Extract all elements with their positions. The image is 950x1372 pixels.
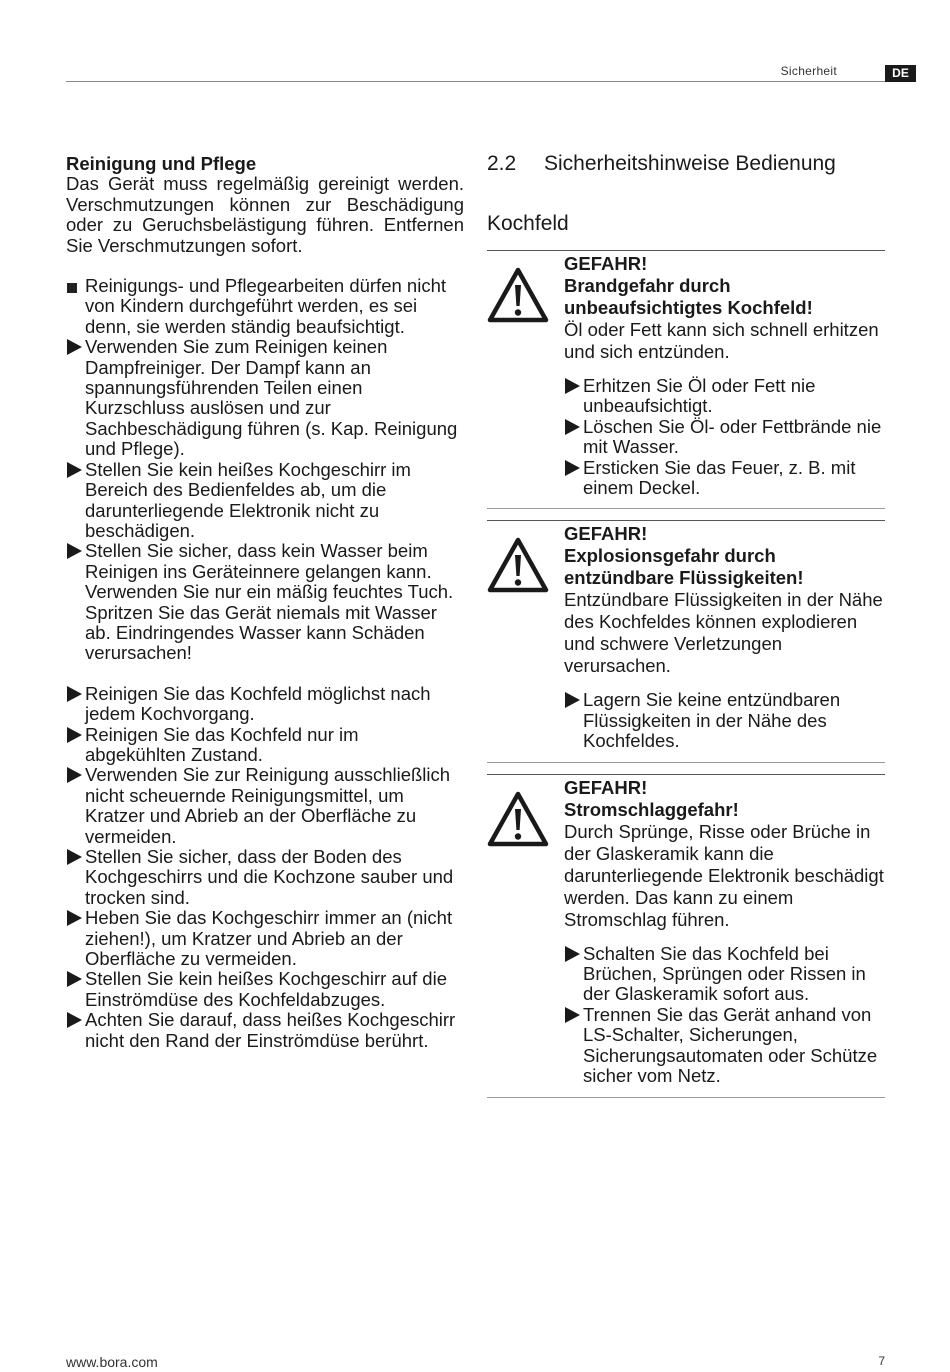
list-item: Schalten Sie das Kochfeld bei Brüchen, Sprüngen oder Rissen in der Glaskeramik sofort aus. [564,944,885,1005]
language-badge: DE [885,65,916,82]
list-item: Stellen Sie kein heißes Kochgeschirr im Bereich des Bedienfeldes ab, um die darunterliegende Elektronik nicht zu beschädigen. [66,460,464,542]
warning-title: Explosionsgefahr durch entzündbare Flüssigkeiten! [564,545,804,589]
rule-list [66,276,464,337]
list-item: Stellen Sie sicher, dass kein Wasser beim Reinigen ins Geräteinnere gelangen kann. Verwenden Sie nur ein mäßig feuchtes Tuch. Spritzen Sie das Gerät niemals mit Wasser ab. Eindringendes Wasser kann Schäden verursachen! [66,541,464,663]
warning-actions [564,376,885,498]
warning-body: Öl oder Fett kann sich schnell erhitzen und sich entzünden. [564,319,879,362]
list-item: Erhitzen Sie Öl oder Fett nie unbeaufsichtigt. [564,376,885,417]
signal-word: GEFAHR! [564,776,648,798]
warning-divider [487,508,885,509]
list-item: Reinigungs- und Pflegearbeiten dürfen nicht von Kindern durchgeführt werden, es sei denn, sie werden ständig beaufsichtigt. [66,276,464,337]
warning-title: Brandgefahr durch unbeaufsichtigtes Kochfeld! [564,275,813,318]
list-item: Ersticken Sie das Feuer, z. B. mit einem Deckel. [564,458,885,499]
section-number: 2.2 [487,152,517,175]
cleaning-intro: Das Gerät muss regelmäßig gereinigt werden. Verschmutzungen können zur Beschädigung oder zu Geruchsbelästigung führen. Entfernen Sie Verschmutzungen sofort. [66,173,464,256]
list-item: Verwenden Sie zur Reinigung ausschließlich nicht scheuernde Reinigungsmittel, um Kratzer und Abrieb an der Oberfläche zu vermeiden. [66,765,464,847]
warning-body: Entzündbare Flüssigkeiten in der Nähe des Kochfeldes können explodieren und schwere Verletzungen verursachen. [564,589,883,677]
warning-box-fire [487,250,885,498]
list-item: Löschen Sie Öl- oder Fettbrände nie mit Wasser. [564,417,885,458]
header-divider [66,81,885,82]
warning-title: Stromschlaggefahr! [564,798,739,820]
page-number: 7 [878,1354,885,1368]
list-item: Verwenden Sie zum Reinigen keinen Dampfreiniger. Der Dampf kann an spannungsführenden Teilen einen Kurzschluss auslösen und zur Sachbeschädigung führen (s. Kap. Reinigung und Pflege). [66,337,464,459]
list-item: Stellen Sie kein heißes Kochgeschirr auf die Einströmdüse des Kochfeldabzuges. [66,969,464,1010]
right-column [487,150,885,1098]
warning-actions [564,690,885,751]
list-item: Heben Sie das Kochgeschirr immer an (nicht ziehen!), um Kratzer und Abrieb an der Oberfläche zu vermeiden. [66,908,464,969]
section-title: Sicherheitshinweise Bedienung [544,152,836,175]
signal-word: GEFAHR! [564,523,648,545]
footer-url: www.bora.com [66,1354,158,1370]
list-item: Achten Sie darauf, dass heißes Kochgeschirr nicht den Rand der Einströmdüse berührt. [66,1010,464,1051]
warning-actions [564,944,885,1087]
warning-end-divider [487,1097,885,1098]
signal-word: GEFAHR! [564,253,648,274]
list-item: Reinigen Sie das Kochfeld möglichst nach jedem Kochvorgang. [66,684,464,725]
left-column [66,154,464,1051]
running-header-section: Sicherheit [780,64,837,78]
warning-divider [487,762,885,763]
list-item: Lagern Sie keine entzündbaren Flüssigkeiten in der Nähe des Kochfeldes. [564,690,885,751]
warning-triangle-icon [487,267,549,323]
warning-triangle-icon [487,537,549,593]
action-list-2 [66,684,464,1051]
cleaning-heading: Reinigung und Pflege [66,153,257,174]
list-item: Stellen Sie sicher, dass der Boden des Kochgeschirrs und die Kochzone sauber und trocken sind. [66,847,464,908]
cooktop-subheading: Kochfeld [487,212,569,235]
list-item: Reinigen Sie das Kochfeld nur im abgekühlten Zustand. [66,725,464,766]
section-heading [487,150,885,178]
action-list-1 [66,337,464,664]
list-item: Trennen Sie das Gerät anhand von LS-Schalter, Sicherungen, Sicherungsautomaten oder Schütze sicher vom Netz. [564,1005,885,1087]
warning-body: Durch Sprünge, Risse oder Brüche in der Glaskeramik kann die darunterliegende Elektronik beschädigt werden. Das kann zu einem Stromschlag führen. [564,820,884,930]
warning-box-electric [487,774,885,1087]
warning-triangle-icon [487,791,549,847]
warning-box-explosion [487,520,885,751]
